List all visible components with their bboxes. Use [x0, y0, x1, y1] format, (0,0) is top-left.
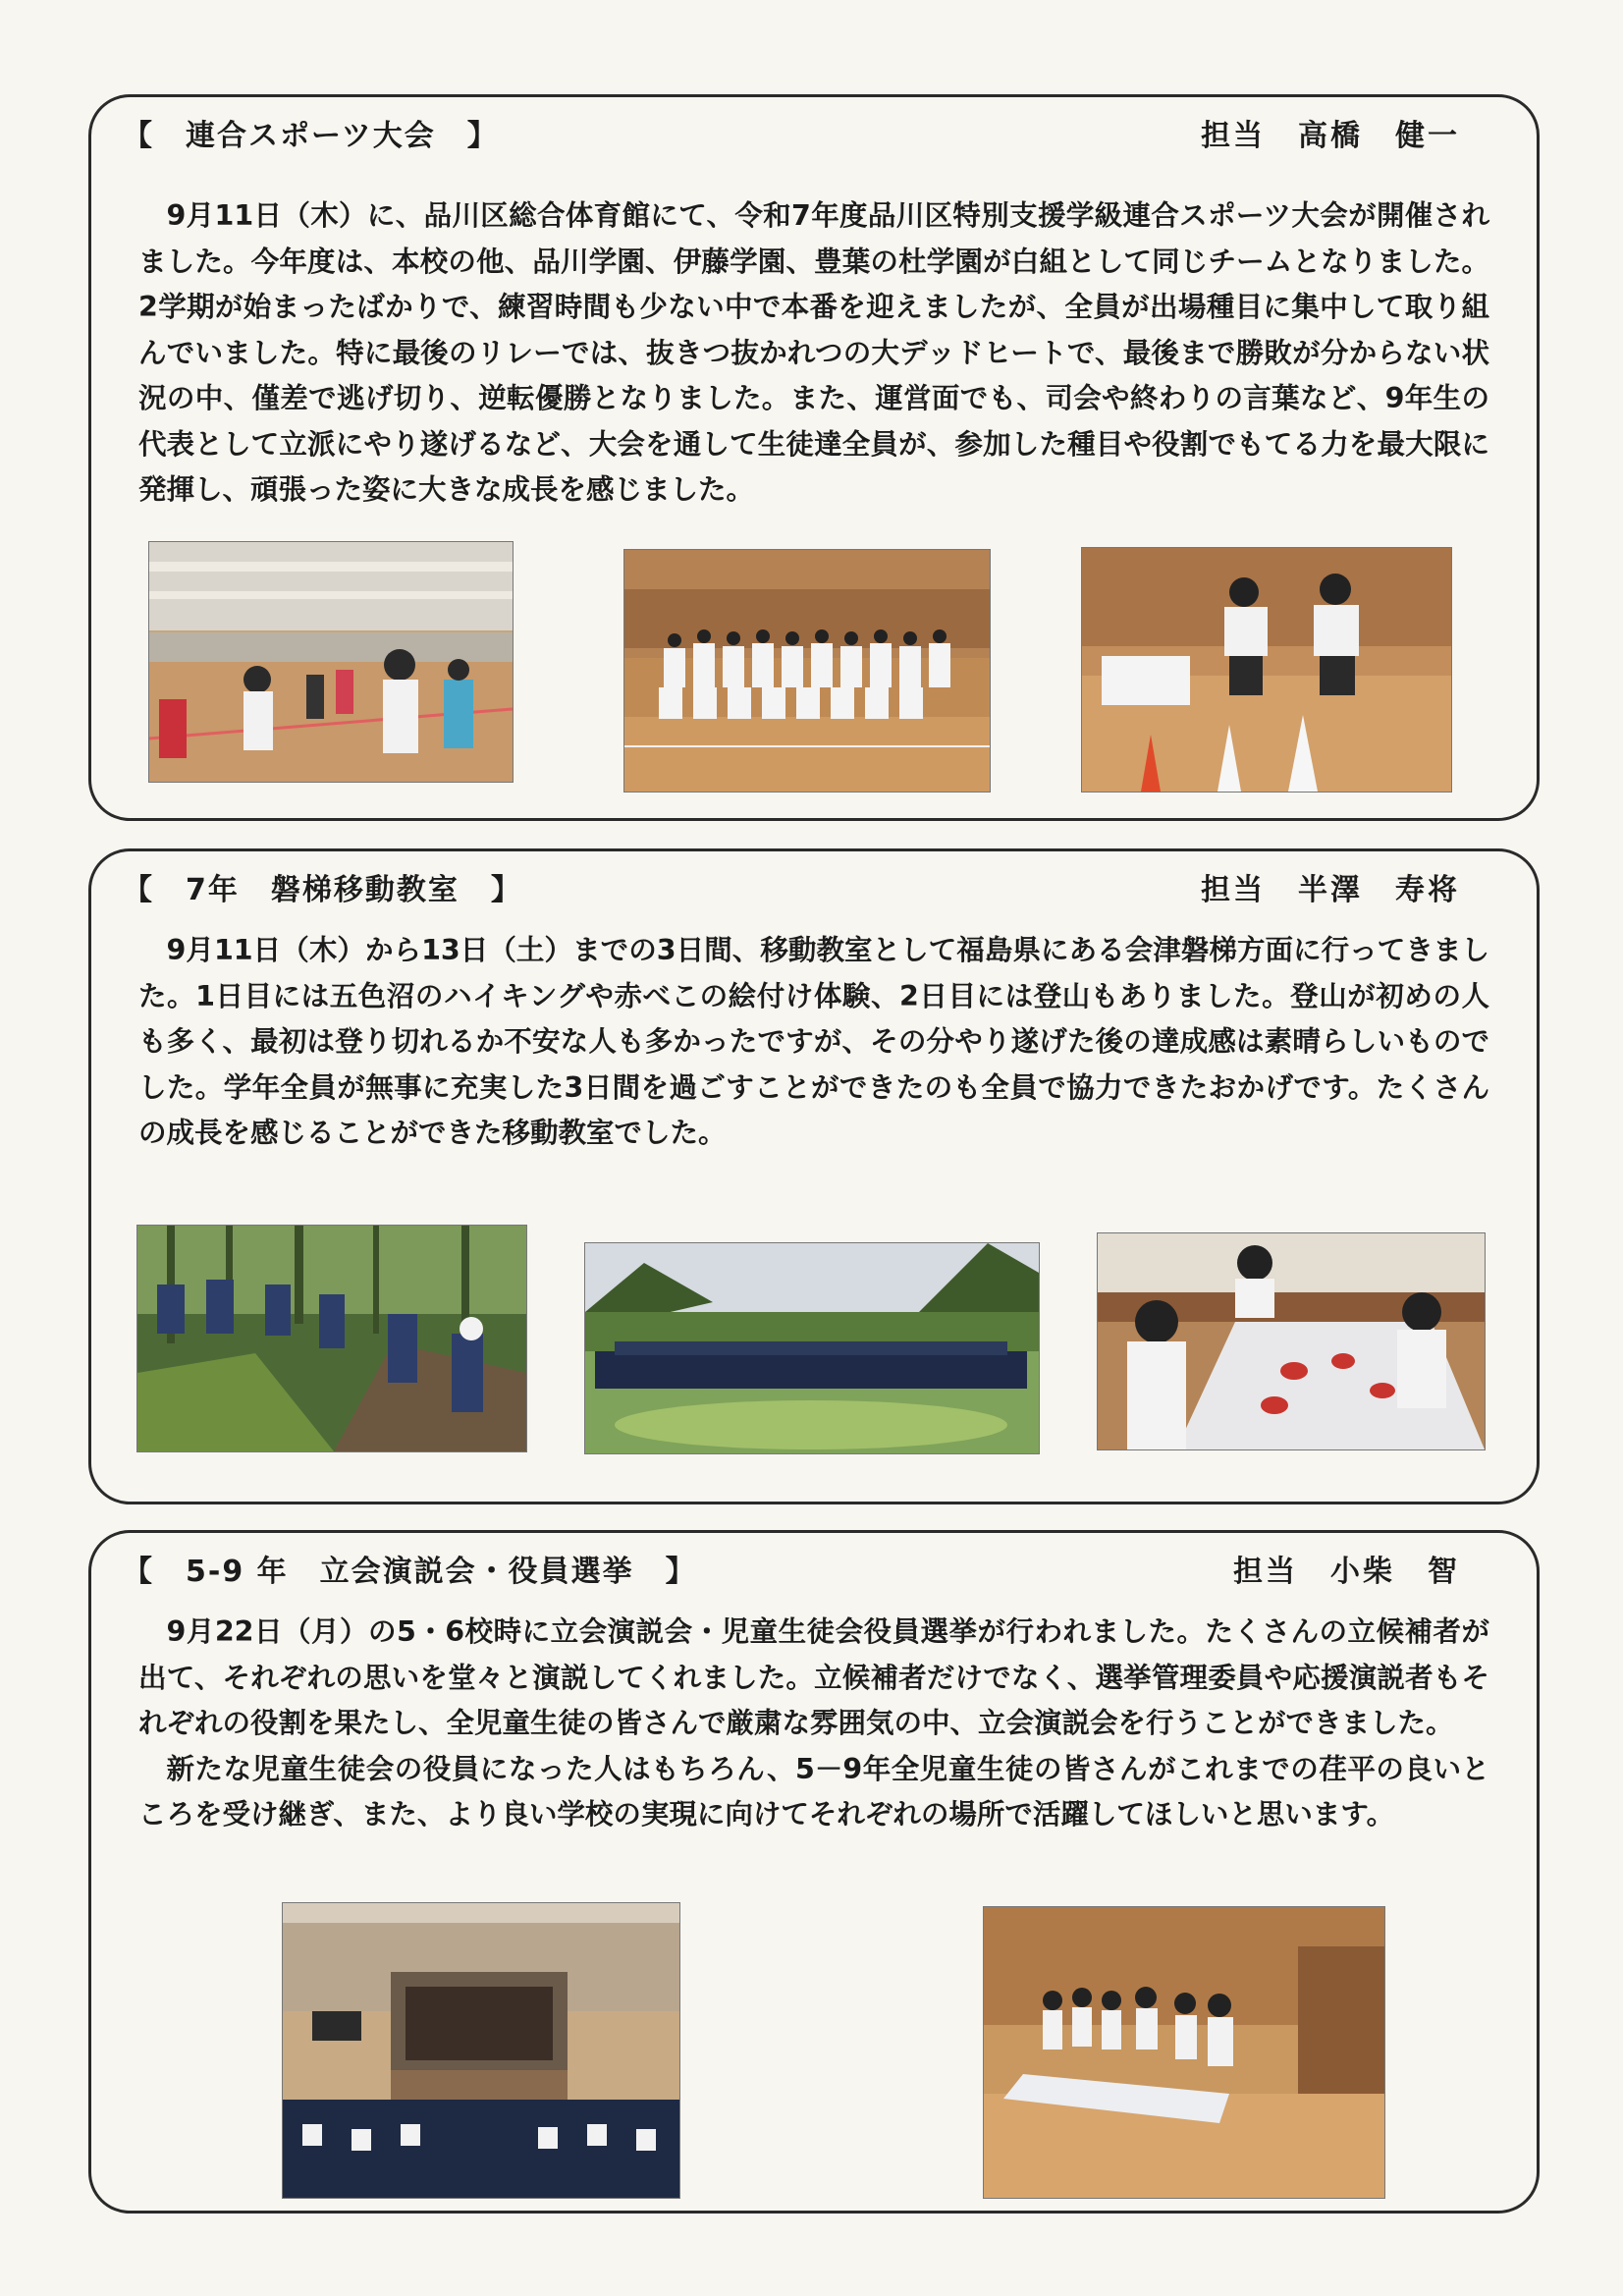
section-title: 【 7年 磐梯移動教室 】	[123, 873, 522, 907]
section-body	[138, 193, 1489, 514]
paragraph: 9月11日（木）に、品川区総合体育館にて、令和7年度品川区特別支援学級連合スポーツ大会が開催されました。今年度は、本校の他、品川学園、伊藤学園、豊葉の杜学園が白組として同じチームとなりました。2学期が始まったばかりで、練習時間も少ない中で本番を迎えましたが、全員が出場種目に集中して取り組んでいました。特に最後のリレーでは、抜きつ抜かれつの大デッドヒートで、最後まで勝敗が分からない状況の中、僅差で逃げ切り、逆転優勝となりました。また、運営面でも、司会や終わりの言葉など、9年生の代表として立派にやり遂げるなど、大会を通して生徒達全員が、参加した種目や役割でもてる力を最大限に発揮し、頑張った姿に大きな成長を感じました。	[138, 199, 1489, 506]
forest-hiking-photo	[136, 1225, 527, 1452]
election-committee-photo	[983, 1906, 1385, 2199]
section-title: 【 5-9 年 立会演説会・役員選挙 】	[123, 1555, 697, 1589]
gym-sports-event-photo	[148, 541, 514, 783]
section-body	[138, 1610, 1489, 1838]
section-owner: 担当 高橋 健一	[1201, 119, 1460, 153]
section-sports-event	[88, 94, 1540, 821]
section-election	[88, 1530, 1540, 2214]
mountain-group-photo	[584, 1242, 1040, 1454]
paragraph: 9月11日（木）から13日（土）までの3日間、移動教室として福島県にある会津磐梯方面に行ってきました。1日目には五色沼のハイキングや赤べこの絵付け体験、2日目には登山もありました。登山が初めの人も多く、最初は登り切れるか不安な人も多かったですが、その分やり遂げた後の達成感は素晴らしいものでした。学年全員が無事に充実した3日間を過ごすことができたのも全員で協力できたおかげです。たくさんの成長を感じることができた移動教室でした。	[138, 934, 1489, 1149]
section-title: 【 連合スポーツ大会 】	[123, 119, 499, 153]
auditorium-speech-photo	[282, 1902, 680, 2199]
relay-race-photo	[1081, 547, 1452, 793]
paragraph: 新たな児童生徒会の役員になった人はもちろん、5－9年全児童生徒の皆さんがこれまでの荏平の良いところを受け継ぎ、また、より良い学校の実現に向けてそれぞれの場所で活躍してほしいと思います。	[138, 1752, 1489, 1831]
section-owner: 担当 半澤 寿将	[1201, 873, 1460, 907]
section-bandai-trip	[88, 848, 1540, 1504]
section-body	[138, 928, 1489, 1157]
akabeko-painting-photo	[1097, 1232, 1486, 1450]
paragraph: 9月22日（月）の5・6校時に立会演説会・児童生徒会役員選挙が行われました。たくさんの立候補者が出て、それぞれの思いを堂々と演説してくれました。立候補者だけでなく、選挙管理委員や応援演説者もそれぞれの役割を果たし、全児童生徒の皆さんで厳粛な雰囲気の中、立会演説会を行うことができました。	[138, 1615, 1489, 1739]
section-owner: 担当 小柴 智	[1233, 1555, 1460, 1589]
team-group-photo	[623, 549, 991, 793]
